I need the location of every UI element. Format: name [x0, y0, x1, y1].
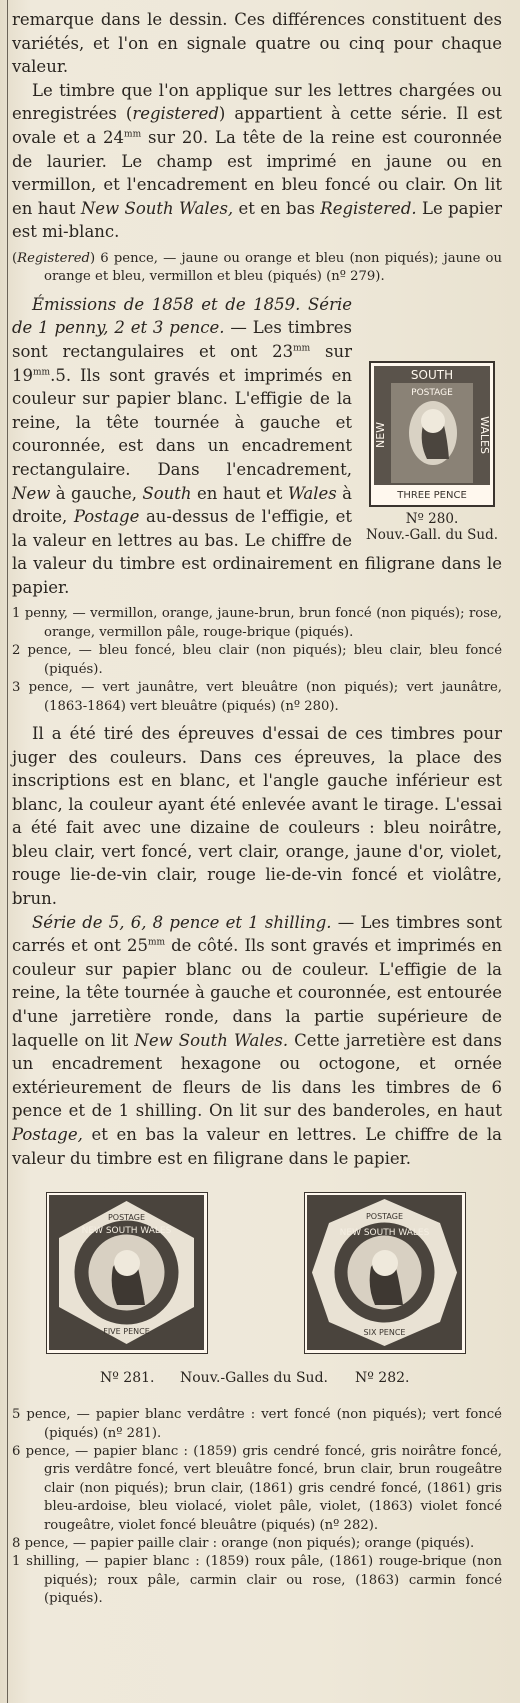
value-list-2 [12, 1406, 502, 1608]
paragraph-registered [12, 79, 502, 244]
list-item: 1 penny, — vermillon, orange, jaune-brun, brun foncé (non piqués); rose, orange, vermillon pâle, rouge-brique (piqués). [12, 606, 502, 640]
value-list-1 [12, 605, 502, 715]
list-item: 3 pence, — vert jaunâtre, vert bleuâtre (non piqués); vert jaunâtre, (1863-1864) vert bleuâtre (piqués) (nº 280). [12, 680, 502, 714]
italic-run: New South Wales, [80, 198, 234, 218]
list-item: 2 pence, — bleu foncé, bleu clair (non piqués); bleu clair, bleu foncé (piqués). [12, 643, 502, 677]
list-item: 8 pence, — papier paille clair : orange (non piqués); orange (piqués). [12, 1536, 475, 1552]
text-run: et en bas la valeur en lettres. Le chiffre de la valeur du timbre est en filigrane dans le papier. [12, 1125, 502, 1168]
stamp-text-garter: NEW SOUTH WALES [339, 1228, 430, 1239]
caption-number-282: Nº 282. [355, 1370, 410, 1387]
italic-run: South [142, 483, 192, 503]
stamp-text-garter: NEW SOUTH WALES [81, 1226, 172, 1237]
stamp-text-left: NEW [374, 421, 387, 448]
caption-number: Nº 280. [405, 510, 459, 527]
italic-run: Registered. [320, 198, 417, 218]
stamp-280 [369, 361, 495, 507]
text-run: Le timbre que l'on applique sur les lettres chargées ou enregistrées ( [12, 80, 502, 124]
text-run: ) 6 pence, — jaune ou orange et bleu (non piqués); jaune ou orange et bleu, vermillon et bleu (piqués) (nº 279). [44, 250, 502, 285]
italic-run: Postage, [12, 1125, 83, 1144]
unit-mm: mm [33, 367, 51, 378]
stamp-text-postage: POSTAGE [411, 387, 453, 398]
italic-run: Registered [17, 250, 90, 266]
figure-280-caption [362, 511, 502, 543]
caption-place: Nouv.-Galles du Sud. [180, 1370, 328, 1387]
paragraph-0: remarque dans le dessin. Ces différences constituent des variétés, et l'on en signale quatre ou cinq pour chaque valeur. [12, 10, 502, 77]
text-run: en haut et [191, 483, 288, 503]
italic-run: New South Wales. [134, 1030, 289, 1050]
stamp-text-top: SOUTH [410, 367, 454, 382]
stamp-text-postage: POSTAGE [365, 1212, 404, 1222]
text-run: Cette jarretière est dans un encadrement hexagone ou octogone, et ornée extérieurement de fleurs de lis dans les timbres de 6 pence et de 1 shilling. On lit sur des banderoles, en haut [12, 1030, 502, 1121]
italic-heading: Émissions de 1858 et de 1859. Série de 1 penny, 2 et 3 pence. [12, 294, 352, 338]
text-run: .5. Ils sont gravés et imprimés en couleur sur papier blanc. L'effigie de la reine, la tête tournée à gauche et couronnée, est dans un encadrement rectangulaire. Dans l'encadrement, [12, 365, 352, 479]
unit-mm: mm [293, 343, 311, 354]
list-item: 5 pence, — papier blanc verdâtre : vert foncé (non piqués); vert foncé (piqués) (nº 281). [12, 1407, 502, 1441]
paragraph-essais: Il a été tiré des épreuves d'essai de ces timbres pour juger des couleurs. Dans ces épreuves, la place des inscriptions est en blanc, et l'angle gauche inférieur est blanc, la couleur ayant été enlevée avant le tirage. L'essai a été fait avec une dizaine de couleurs : bleu noirâtre, bleu clair, vert foncé, vert clair, orange, jaune d'or, violet, rouge lie-de-vin clair, rouge lie-de-vin foncé et violâtre, brun. [12, 723, 502, 909]
stamp-280-engraving [371, 363, 493, 505]
italic-run: Wales [287, 483, 337, 503]
margin-rule [7, 0, 8, 1703]
article-body [12, 8, 502, 1615]
caption-number-281: Nº 281. [100, 1370, 155, 1387]
italic-run: Postage [73, 507, 140, 527]
stamp-text-right: WALES [478, 415, 491, 454]
text-run: Le papier est mi-blanc. [12, 198, 502, 242]
text-run: — Les timbres sont carrés et ont 25 [12, 912, 502, 956]
text-run: au-dessus de l'effigie, et la valeur en lettres au bas. Le chiffre de la valeur du timbre est ordinairement en filigrane dans le papier. [12, 507, 502, 597]
stamp-281-engraving [47, 1193, 206, 1352]
text-run: de côté. Ils sont gravés et imprimés en couleur sur papier blanc ou de couleur. L'effigie de la reine, la tête tournée à gauche et couronnée, est entourée d'une jarretière ronde, dans la partie supérieure de laquelle on lit [12, 936, 502, 1050]
stamp-281 [46, 1192, 208, 1354]
list-item: 1 shilling, — papier blanc : (1859) roux pâle, (1861) rouge-brique (non piqués); roux pâle, carmin clair ou rose, (1863) carmin foncé (piqués). [12, 1554, 502, 1607]
italic-run: New [12, 483, 51, 503]
stamp-282 [304, 1192, 466, 1354]
stamp-text-postage: POSTAGE [107, 1213, 146, 1223]
text-run: — Les timbres sont rectangulaires et ont 23 [12, 318, 352, 361]
text-run: sur 20. La tête de la reine est couronnée de laurier. Le champ est imprimé en jaune ou en vermillon, et l'encadrement en bleu foncé ou clair. On lit en haut [12, 127, 502, 218]
unit-mm: mm [147, 937, 166, 948]
italic-heading: Série de 5, 6, 8 pence et 1 shilling. [32, 912, 332, 932]
text-run: ) appartient à cette série. Il est ovale et a 24 [12, 104, 502, 147]
text-run: et en bas [233, 198, 321, 218]
section-1858 [12, 293, 502, 600]
figure-280 [362, 361, 502, 543]
stamp-text-value: FIVE PENCE [103, 1327, 150, 1337]
text-run: sur 19 [12, 341, 352, 385]
list-item: 6 pence, — papier blanc : (1859) gris cendré foncé, gris noirâtre foncé, gris verdâtre foncé, vert bleuâtre foncé, brun clair, brun rougeâtre clair (non piqués); brun clair, (1861) gris cendré foncé, (1861) gris bleu-ardoise, bleu violacé, violet pâle, violet, (1863) violet foncé rougeâtre, violet foncé bleuâtre (piqués) (nº 282). [12, 1444, 502, 1533]
figures-281-282 [12, 1192, 502, 1412]
registered-list-item: (Registered) 6 pence, — jaune ou orange et bleu (non piqués); jaune ou orange et bleu, vermillon et bleu (piqués) (nº 279). [12, 250, 502, 285]
caption-place: Nouv.-Gall. du Sud. [365, 526, 499, 543]
text-run: à droite, [12, 483, 352, 527]
italic-run: registered [132, 104, 219, 124]
text-run: à gauche, [50, 483, 143, 503]
unit-mm: mm [124, 129, 142, 140]
stamp-282-engraving [305, 1193, 464, 1352]
stamp-text-value: SIX PENCE [363, 1328, 406, 1338]
stamp-text-value: THREE PENCE [397, 489, 467, 501]
paragraph-serie-5-6-8 [12, 911, 502, 1171]
